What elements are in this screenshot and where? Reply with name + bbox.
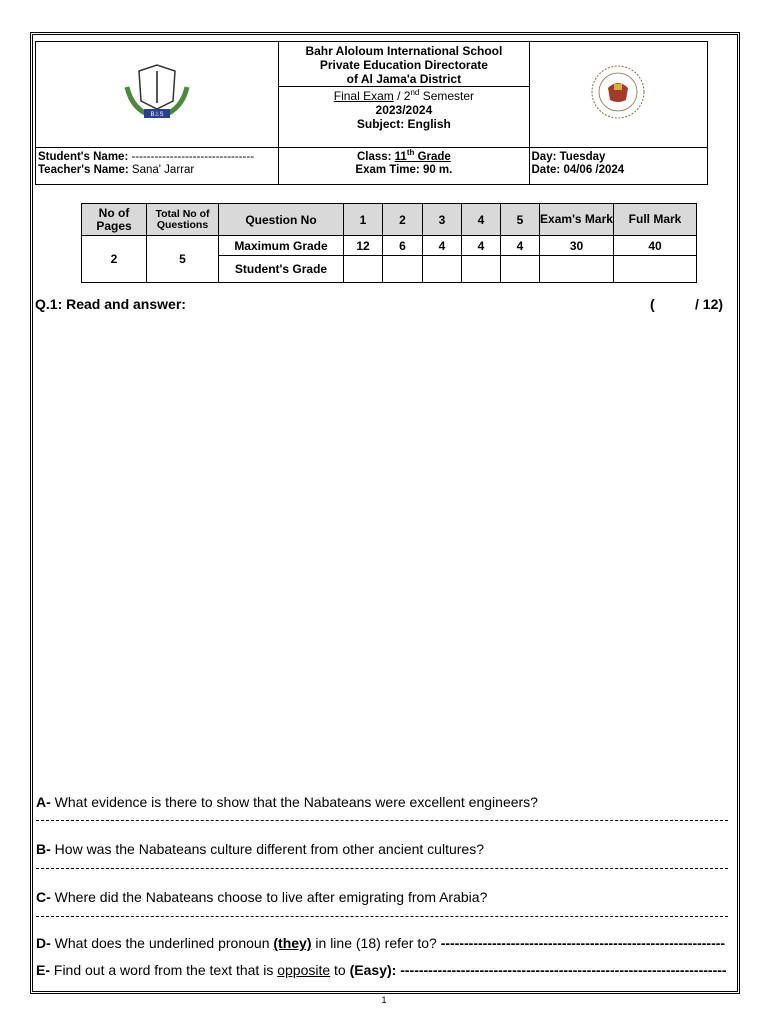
question-b-letter: B-	[36, 841, 51, 857]
class-time-cell	[279, 148, 529, 185]
question-d-word: (they)	[273, 935, 312, 951]
max-grade-q4: 4	[462, 236, 501, 256]
class-line	[281, 148, 526, 164]
teacher-name-value: Sana' Jarrar	[128, 164, 195, 176]
question-b-text: How was the Nabateans culture different from other ancient cultures?	[50, 841, 484, 857]
full-mark-value: 40	[614, 236, 697, 256]
h-q3: 3	[423, 204, 462, 236]
question-a	[36, 794, 728, 810]
question-e-pre: Find out a word from the text that is	[50, 962, 278, 978]
school-title-cell	[279, 42, 529, 148]
question-d-pre: What does the underlined pronoun	[50, 935, 274, 951]
student-grade-q5[interactable]	[501, 256, 540, 283]
question-d-post: in line (18) refer to?	[311, 935, 441, 951]
class-sup: th	[406, 148, 415, 158]
h-q5: 5	[501, 204, 540, 236]
question-a-text: What evidence is there to show that the Nabateans were excellent engineers?	[50, 794, 538, 810]
exam-subject: Subject: English	[356, 117, 451, 131]
question-d	[36, 935, 728, 951]
h-q1: 1	[344, 204, 383, 236]
exam-info	[279, 86, 528, 134]
answer-line-c[interactable]	[36, 916, 728, 917]
question-c	[36, 889, 728, 905]
class-label: Class:	[356, 151, 395, 163]
school-line-2: Private Education Directorate	[319, 58, 488, 72]
school-logo-cell	[36, 42, 279, 148]
question-a-letter: A-	[36, 794, 51, 810]
teacher-name-label: Teacher's Name:	[38, 164, 129, 176]
h-q4: 4	[462, 204, 501, 236]
semester-word: Semester	[419, 89, 475, 103]
day-date-cell	[529, 148, 708, 185]
student-name-field[interactable]: --------------------------------	[128, 151, 255, 163]
class-num: 11	[394, 151, 407, 163]
question-b	[36, 841, 728, 857]
exam-label: Final Exam	[333, 89, 394, 103]
question-c-letter: C-	[36, 889, 51, 905]
question-e-mid: to	[330, 962, 350, 978]
student-name-label: Student's Name:	[38, 151, 129, 163]
h-pages: No of Pages	[82, 204, 147, 236]
h-q2: 2	[383, 204, 423, 236]
h-full-mark: Full Mark	[614, 204, 697, 236]
ministry-emblem-cell	[529, 42, 708, 148]
pages-value: 2	[82, 236, 147, 283]
question-e-letter: E-	[36, 962, 50, 978]
q1-mark-total: / 12)	[695, 296, 724, 312]
max-grade-q2: 6	[383, 236, 423, 256]
logo-text: B.I.S	[150, 112, 164, 118]
class-grade: Grade	[414, 151, 451, 163]
student-grade-q1[interactable]	[344, 256, 383, 283]
student-teacher-cell	[36, 148, 279, 185]
grade-table	[81, 203, 697, 283]
class-value	[394, 148, 451, 163]
question-c-text: Where did the Nabateans choose to live after emigrating from Arabia?	[50, 889, 488, 905]
h-question-no: Question No	[219, 204, 344, 236]
answer-line-e[interactable]: ----------------------------------------------------------------------	[396, 962, 727, 978]
teacher-name-line	[38, 164, 276, 177]
student-grade-label: Student's Grade	[219, 256, 344, 283]
exam-header-table	[35, 41, 708, 185]
question-e	[36, 962, 728, 978]
h-total-questions: Total No of Questions	[147, 204, 219, 236]
question-d-letter: D-	[36, 935, 51, 951]
student-grade-q3[interactable]	[423, 256, 462, 283]
exam-day: Day: Tuesday	[531, 151, 606, 163]
student-full-mark[interactable]	[614, 256, 697, 283]
q1-heading	[35, 296, 725, 312]
exam-year: 2023/2024	[375, 103, 433, 117]
q1-mark-open: (	[650, 296, 655, 312]
max-grade-q5: 4	[501, 236, 540, 256]
question-e-bold: (Easy):	[349, 962, 397, 978]
student-name-line	[38, 151, 276, 164]
answer-line-a[interactable]	[36, 820, 728, 821]
max-grade-q3: 4	[423, 236, 462, 256]
page-number: 1	[381, 995, 387, 1005]
answer-line-b[interactable]	[36, 868, 728, 869]
exam-date: Date: 04/06 /2024	[531, 164, 625, 176]
student-grade-q4[interactable]	[462, 256, 501, 283]
max-grade-label: Maximum Grade	[219, 236, 344, 256]
ministry-emblem-icon	[588, 62, 648, 122]
exam-semester	[279, 89, 528, 103]
question-e-word: opposite	[277, 962, 331, 978]
student-grade-q2[interactable]	[383, 256, 423, 283]
school-line-3: of Al Jama'a District	[346, 72, 462, 86]
student-exam-mark[interactable]	[540, 256, 614, 283]
exam-mark-value: 30	[540, 236, 614, 256]
q1-title: Q.1: Read and answer:	[35, 296, 186, 312]
h-exam-mark: Exam's Mark	[540, 204, 614, 236]
total-questions-value: 5	[147, 236, 219, 283]
semester-num: / 2	[393, 89, 411, 103]
school-name-lines	[279, 42, 528, 86]
answer-line-d[interactable]: -------------------------------------------------------------	[440, 935, 726, 951]
school-logo-icon	[117, 57, 197, 127]
max-grade-q1: 12	[344, 236, 383, 256]
semester-sup: nd	[410, 88, 420, 97]
school-line-1: Bahr Aloloum International School	[305, 44, 503, 58]
exam-time: Exam Time: 90 m.	[355, 164, 453, 176]
